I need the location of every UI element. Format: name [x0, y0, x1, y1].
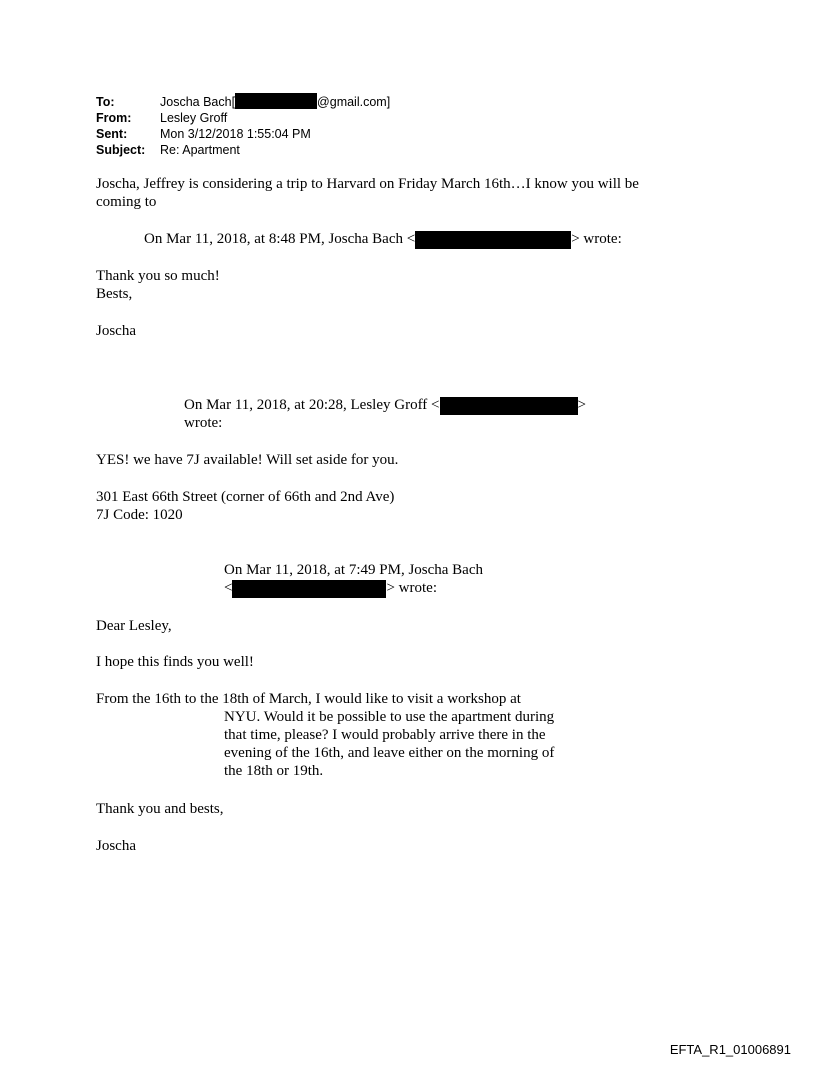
request-line-5: the 18th or 19th.	[224, 763, 324, 779]
yes-line: YES! we have 7J available! Will set aside for you.	[96, 452, 399, 468]
quote-3-wrote: > wrote:	[386, 580, 437, 596]
sent-value: Mon 3/12/2018 1:55:04 PM	[160, 127, 311, 141]
quote-1-intro: On Mar 11, 2018, at 8:48 PM, Joscha Bach <	[144, 231, 416, 247]
to-name: Joscha Bach[	[160, 95, 236, 109]
request-line-2: NYU. Would it be possible to use the apartment during	[224, 709, 555, 725]
document-id: EFTA_R1_01006891	[669, 1042, 791, 1057]
redaction-box	[235, 93, 317, 109]
request-line-4: evening of the 16th, and leave either on the morning of	[224, 745, 555, 761]
signature-2: Joscha	[96, 838, 136, 854]
redaction-box	[440, 397, 578, 415]
reply-line-2: coming to	[96, 194, 157, 210]
from-label: From:	[96, 111, 132, 125]
quote-2-intro: On Mar 11, 2018, at 20:28, Lesley Groff <	[184, 397, 440, 413]
quote-3-open: <	[224, 580, 233, 596]
closing-line: Thank you and bests,	[96, 801, 224, 817]
hope-line: I hope this finds you well!	[96, 654, 254, 670]
to-domain: @gmail.com]	[317, 95, 391, 109]
address-line: 301 East 66th Street (corner of 66th and 2nd Ave)	[96, 489, 395, 505]
redaction-box	[415, 231, 571, 249]
bests-line: Bests,	[96, 286, 133, 302]
quote-2-close: >	[577, 397, 586, 413]
quote-header-2	[184, 396, 586, 415]
request-line-1: From the 16th to the 18th of March, I would like to visit a workshop at	[96, 691, 521, 707]
subject-value: Re: Apartment	[160, 143, 240, 157]
quote-3-intro: On Mar 11, 2018, at 7:49 PM, Joscha Bach	[224, 562, 483, 578]
request-line-3: that time, please? I would probably arrive there in the	[224, 727, 546, 743]
subject-label: Subject:	[96, 143, 146, 157]
code-line: 7J Code: 1020	[96, 507, 183, 523]
quote-1-wrote: > wrote:	[571, 231, 622, 247]
quote-header-3	[224, 579, 437, 598]
to-label: To:	[96, 95, 115, 109]
to-value	[160, 95, 390, 109]
quote-2-wrote: wrote:	[184, 415, 223, 431]
greeting-line: Dear Lesley,	[96, 618, 172, 634]
from-value: Lesley Groff	[160, 111, 228, 125]
reply-line-1: Joscha, Jeffrey is considering a trip to Harvard on Friday March 16th…I know you will be	[96, 176, 639, 192]
quote-header-1	[144, 230, 622, 249]
sent-label: Sent:	[96, 127, 128, 141]
redaction-box	[232, 580, 386, 598]
thanks-line: Thank you so much!	[96, 268, 220, 284]
signature-1: Joscha	[96, 323, 136, 339]
